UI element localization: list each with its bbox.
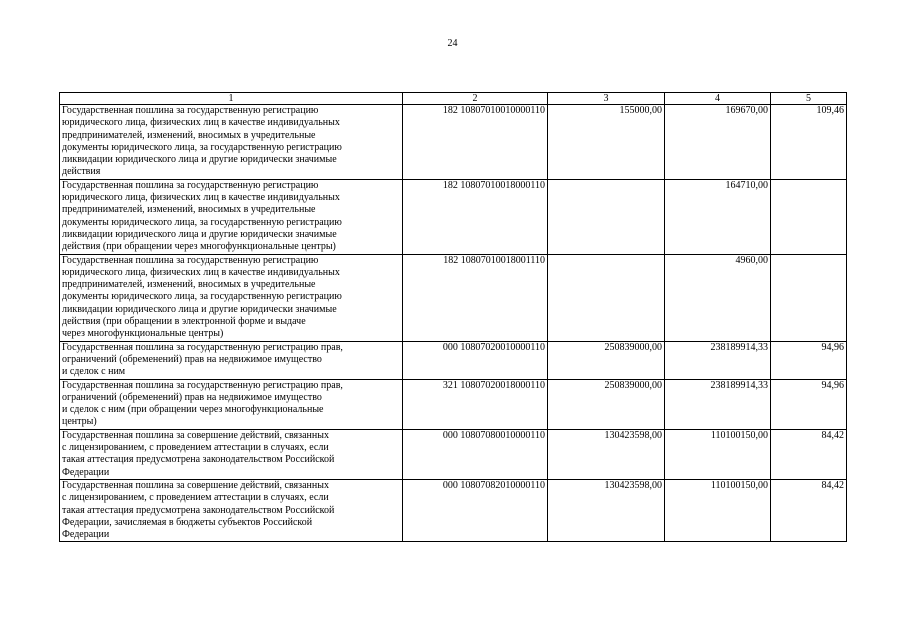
row-col5: 84,42 bbox=[771, 479, 847, 541]
row-col5: 94,96 bbox=[771, 341, 847, 379]
row-col3: 250839000,00 bbox=[548, 379, 665, 429]
table-row bbox=[60, 341, 847, 379]
row-col3: 130423598,00 bbox=[548, 429, 665, 479]
row-col4: 110100150,00 bbox=[665, 429, 771, 479]
table-row bbox=[60, 254, 847, 341]
row-col4: 169670,00 bbox=[665, 105, 771, 180]
row-col4: 164710,00 bbox=[665, 179, 771, 254]
row-description: Государственная пошлина за государственную регистрацию юридического лица, физических лиц в качестве индивидуальных предпринимателей, изменений, вносимых в учредительные документы юридического лица, за государственную регистрацию ликвидации юридического лица и другие юридически значимые действия bbox=[60, 105, 403, 180]
row-description: Государственная пошлина за государственную регистрацию прав, ограничений (обременений) прав на недвижимое имущество и сделок с ним bbox=[60, 341, 403, 379]
table-row bbox=[60, 429, 847, 479]
row-code: 000 10807082010000110 bbox=[403, 479, 548, 541]
row-code: 182 10807010018000110 bbox=[403, 179, 548, 254]
row-col5 bbox=[771, 179, 847, 254]
row-col4: 238189914,33 bbox=[665, 379, 771, 429]
row-code: 000 10807020010000110 bbox=[403, 341, 548, 379]
table-row bbox=[60, 379, 847, 429]
row-col5 bbox=[771, 254, 847, 341]
row-col4: 110100150,00 bbox=[665, 479, 771, 541]
row-col5: 84,42 bbox=[771, 429, 847, 479]
header-col-3: 3 bbox=[548, 93, 665, 105]
row-description: Государственная пошлина за совершение действий, связанных с лицензированием, с проведением аттестации в случаях, если такая аттестация предусмотрена законодательством Российской Федерации, зачисляемая в бюджеты субъектов Российской Федерации bbox=[60, 479, 403, 541]
table-row bbox=[60, 479, 847, 541]
row-col4: 238189914,33 bbox=[665, 341, 771, 379]
header-col-4: 4 bbox=[665, 93, 771, 105]
table-row bbox=[60, 179, 847, 254]
row-col5: 109,46 bbox=[771, 105, 847, 180]
row-col3: 250839000,00 bbox=[548, 341, 665, 379]
row-description: Государственная пошлина за государственную регистрацию юридического лица, физических лиц в качестве индивидуальных предпринимателей, изменений, вносимых в учредительные документы юридического лица, за государственную регистрацию ликвидации юридического лица и другие юридически значимые действия (при обращении через многофункциональные центры) bbox=[60, 179, 403, 254]
table-row bbox=[60, 105, 847, 180]
row-description: Государственная пошлина за государственную регистрацию прав, ограничений (обременений) прав на недвижимое имущество и сделок с ним (при обращении через многофункциональные центры) bbox=[60, 379, 403, 429]
row-col5: 94,96 bbox=[771, 379, 847, 429]
row-description: Государственная пошлина за совершение действий, связанных с лицензированием, с проведением аттестации в случаях, если такая аттестация предусмотрена законодательством Российской Федерации bbox=[60, 429, 403, 479]
header-col-5: 5 bbox=[771, 93, 847, 105]
row-col4: 4960,00 bbox=[665, 254, 771, 341]
row-col3 bbox=[548, 179, 665, 254]
row-description: Государственная пошлина за государственную регистрацию юридического лица, физических лиц в качестве индивидуальных предпринимателей, изменений, вносимых в учредительные документы юридического лица, за государственную регистрацию ликвидации юридического лица и другие юридически значимые действия (при обращении в электронной форме и выдаче через многофункциональные центры) bbox=[60, 254, 403, 341]
table-header-row bbox=[60, 93, 847, 105]
row-code: 321 10807020018000110 bbox=[403, 379, 548, 429]
row-code: 182 10807010010000110 bbox=[403, 105, 548, 180]
row-code: 000 10807080010000110 bbox=[403, 429, 548, 479]
header-col-1: 1 bbox=[60, 93, 403, 105]
row-col3: 155000,00 bbox=[548, 105, 665, 180]
page-number: 24 bbox=[447, 38, 458, 49]
row-code: 182 10807010018001110 bbox=[403, 254, 548, 341]
budget-table bbox=[59, 92, 847, 542]
header-col-2: 2 bbox=[403, 93, 548, 105]
row-col3 bbox=[548, 254, 665, 341]
row-col3: 130423598,00 bbox=[548, 479, 665, 541]
